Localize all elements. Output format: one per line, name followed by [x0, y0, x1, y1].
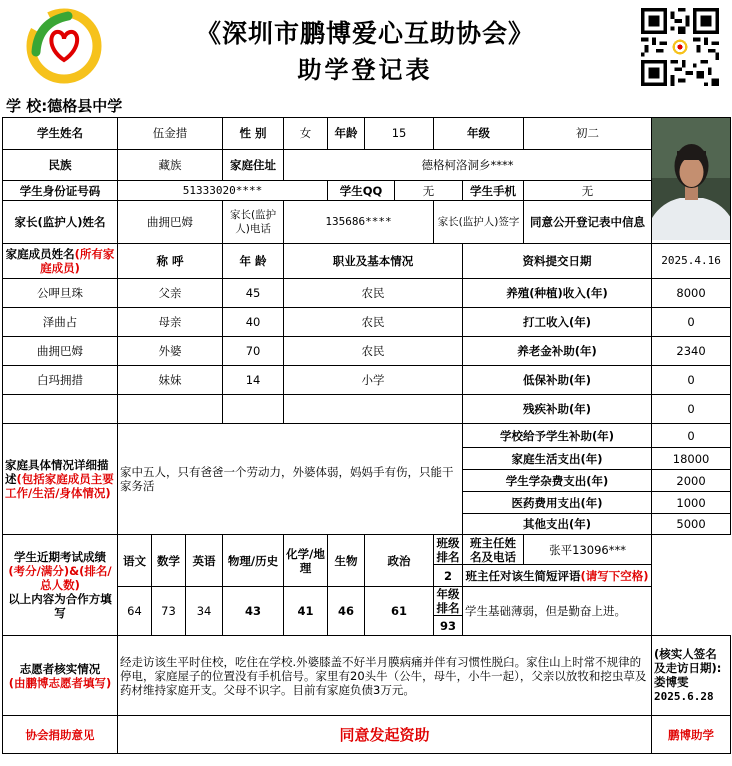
member-relation-empty — [118, 395, 223, 424]
finance-value: 0 — [652, 308, 731, 337]
verifier-name: 娄博雯 — [654, 675, 689, 689]
job-header: 职业及基本情况 — [284, 244, 463, 279]
member-age-empty — [223, 395, 284, 424]
opinion-label: 协会捐助意见 — [3, 716, 118, 754]
member-job-empty — [284, 395, 463, 424]
member-relation: 外婆 — [118, 337, 223, 366]
family-name-header — [3, 244, 118, 279]
guardian-phone-label: 家长(监护人)电话 — [223, 201, 284, 244]
id-number-label: 学生身份证号码 — [3, 181, 118, 201]
exam-label-text: 学生近期考试成绩 — [14, 550, 106, 564]
submit-date-value: 2025.4.16 — [652, 244, 731, 279]
finance-value: 5000 — [652, 514, 731, 535]
guardian-sign-label: 家长(监护人)签字 — [434, 201, 524, 244]
age-value: 15 — [365, 118, 434, 150]
family-detail-label-text: 家庭具体情况详细描述 — [5, 458, 109, 486]
finance-label: 低保补助(年) — [463, 366, 652, 395]
finance-label: 养殖(种植)收入(年) — [463, 279, 652, 308]
qq-label: 学生QQ — [328, 181, 395, 201]
ethnicity-label: 民族 — [3, 149, 118, 181]
subject-header: 化学/地理 — [284, 535, 328, 587]
member-name: 曲拥巴姆 — [3, 337, 118, 366]
member-age-header: 年 龄 — [223, 244, 284, 279]
exam-label — [3, 535, 118, 636]
member-age: 14 — [223, 366, 284, 395]
subject-score: 43 — [223, 587, 284, 636]
finance-label: 家庭生活支出(年) — [463, 448, 652, 470]
subject-score: 34 — [186, 587, 223, 636]
relation-header: 称 呼 — [118, 244, 223, 279]
form-header — [0, 0, 732, 90]
student-name-label: 学生姓名 — [3, 118, 118, 150]
subject-score: 46 — [328, 587, 365, 636]
school-label: 学 校: — [6, 97, 48, 115]
grade-rank-value: 93 — [434, 616, 463, 636]
finance-label: 其他支出(年) — [463, 514, 652, 535]
finance-value: 0 — [652, 395, 731, 424]
address-value: 德格柯洛洞乡**** — [284, 149, 652, 181]
gender-value: 女 — [284, 118, 328, 150]
teacher-comment-label-text: 班主任对该生简短评语 — [465, 568, 581, 583]
school-line — [6, 95, 122, 116]
finance-label: 养老金补助(年) — [463, 337, 652, 366]
finance-label: 打工收入(年) — [463, 308, 652, 337]
finance-value: 1000 — [652, 492, 731, 514]
guardian-name-label: 家长(监护人)姓名 — [3, 201, 118, 244]
member-job: 农民 — [284, 308, 463, 337]
subject-score: 73 — [152, 587, 186, 636]
finance-value: 0 — [652, 424, 731, 448]
verifier-cell — [652, 636, 731, 716]
teacher-comment: 学生基础薄弱，但是勤奋上进。 — [463, 587, 652, 636]
id-number-value: 51333020**** — [118, 181, 328, 201]
family-detail-label — [3, 424, 118, 535]
grade-rank-label: 年级排名 — [434, 587, 463, 616]
family-detail-label-note: (包括家庭成员主要工作/生活/身体情况) — [5, 472, 114, 500]
member-relation: 妹妹 — [118, 366, 223, 395]
gender-label: 性 别 — [223, 118, 284, 150]
qr-code-icon — [641, 8, 719, 86]
phone-value: 无 — [524, 181, 652, 201]
consent-text: 同意公开登记表中信息 — [524, 201, 652, 244]
finance-label: 医药费用支出(年) — [463, 492, 652, 514]
teacher-comment-label — [463, 565, 652, 587]
subject-header: 数学 — [152, 535, 186, 587]
registration-table — [2, 117, 731, 754]
volunteer-label-text: 志愿者核实情况 — [19, 661, 101, 676]
finance-value: 8000 — [652, 279, 731, 308]
member-job: 农民 — [284, 337, 463, 366]
heart-logo-icon — [24, 8, 104, 84]
subject-score: 64 — [118, 587, 152, 636]
grade-label: 年级 — [434, 118, 524, 150]
guardian-phone: 135686**** — [284, 201, 434, 244]
family-detail-text: 家中五人，只有爸爸一个劳动力，外婆体弱，妈妈手有伤，只能干家务活 — [118, 424, 463, 535]
finance-label: 残疾补助(年) — [463, 395, 652, 424]
finance-value: 18000 — [652, 448, 731, 470]
member-relation: 母亲 — [118, 308, 223, 337]
opinion-value: 同意发起资助 — [118, 716, 652, 754]
volunteer-label-note: (由鹏博志愿者填写) — [8, 675, 112, 690]
teacher-label: 班主任姓名及电话 — [463, 535, 524, 565]
member-name: 泽曲占 — [3, 308, 118, 337]
age-label: 年龄 — [328, 118, 365, 150]
member-name: 白玛拥措 — [3, 366, 118, 395]
subject-header: 语文 — [118, 535, 152, 587]
member-name-empty — [3, 395, 118, 424]
student-photo — [652, 118, 731, 244]
family-name-header-text: 家庭成员姓名 — [5, 247, 75, 261]
volunteer-text: 经走访该生平时住校，吃住在学校.外婆膝盖不好半月膜病痛并伴有习惯性脱臼。家住山上时常不规律的停电，家庭屋子的位置没有手机信号。家里有20头牛（公牛，母牛，小牛一起），父亲以放牧和挖虫草及药材维持家庭开支。父母不识字。目前有家庭负债3万元。 — [118, 636, 652, 716]
subject-score: 41 — [284, 587, 328, 636]
subject-score: 61 — [365, 587, 434, 636]
school-name: 德格县中学 — [47, 97, 123, 115]
subject-header: 政治 — [365, 535, 434, 587]
member-job: 小学 — [284, 366, 463, 395]
member-relation: 父亲 — [118, 279, 223, 308]
association-title: 《深圳市鹏博爱心互助协会》 — [195, 19, 534, 48]
class-rank-value: 2 — [434, 565, 463, 587]
family-name-header-note: (所有家庭成员) — [40, 247, 115, 275]
subject-header: 物理/历史 — [223, 535, 284, 587]
submit-date-label: 资料提交日期 — [463, 244, 652, 279]
student-name: 伍金措 — [118, 118, 223, 150]
visit-date: 2025.6.28 — [654, 690, 714, 703]
student-photo-icon — [652, 118, 731, 240]
member-job: 农民 — [284, 279, 463, 308]
teacher-comment-label-note: (请写下空格) — [580, 568, 649, 583]
member-name: 公呷旦珠 — [3, 279, 118, 308]
finance-label: 学校给予学生补助(年) — [463, 424, 652, 448]
finance-value: 2000 — [652, 470, 731, 492]
teacher-value: 张平13096*** — [524, 535, 652, 565]
class-rank-label: 班级排名 — [434, 535, 463, 565]
exam-label-note: (考分/满分)&(排名/总人数) — [8, 564, 112, 592]
program-name: 鹏博助学 — [652, 716, 731, 754]
guardian-name: 曲拥巴姆 — [118, 201, 223, 244]
finance-value: 2340 — [652, 337, 731, 366]
grade-value: 初二 — [524, 118, 652, 150]
member-age: 70 — [223, 337, 284, 366]
form-title: 助学登记表 — [297, 55, 433, 84]
finance-value: 0 — [652, 366, 731, 395]
finance-label: 学生学杂费支出(年) — [463, 470, 652, 492]
qq-value: 无 — [395, 181, 463, 201]
member-age: 40 — [223, 308, 284, 337]
verifier-label: (核实人签名及走访日期): — [654, 647, 722, 675]
ethnicity-value: 藏族 — [118, 149, 223, 181]
exam-label-footer: 以上内容为合作方填写 — [8, 592, 112, 620]
subject-header: 英语 — [186, 535, 223, 587]
phone-label: 学生手机 — [463, 181, 524, 201]
address-label: 家庭住址 — [223, 149, 284, 181]
volunteer-label — [3, 636, 118, 716]
subject-header: 生物 — [328, 535, 365, 587]
member-age: 45 — [223, 279, 284, 308]
